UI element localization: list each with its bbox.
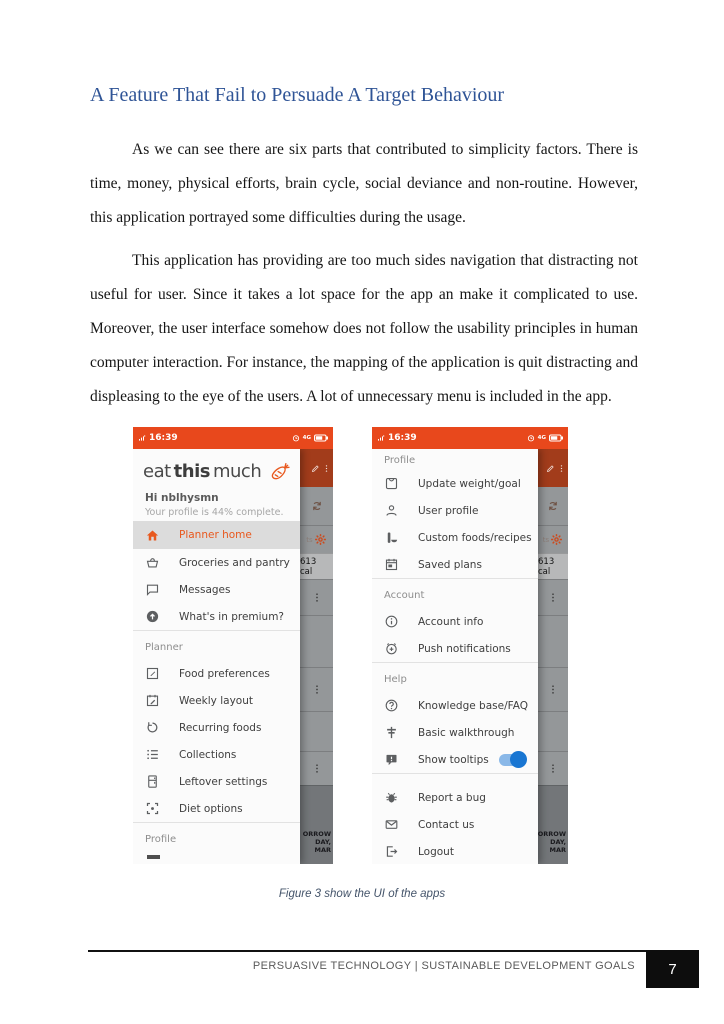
figure-caption: Figure 3 show the UI of the apps — [278, 888, 446, 900]
overflow-menu-icon[interactable] — [538, 667, 568, 711]
alarm-icon — [527, 434, 535, 442]
drawer-section-header-profile: Profile — [133, 822, 300, 852]
carrot-icon — [268, 458, 290, 484]
tooltip-icon — [384, 752, 418, 767]
basket-icon — [145, 555, 179, 570]
network-label: 4G — [302, 435, 311, 441]
background-content-strip — [300, 449, 333, 864]
drawer-item-label: Groceries and pantry — [179, 556, 290, 569]
sync-icon[interactable] — [300, 487, 333, 525]
drawer-item-label: What's in premium? — [179, 610, 285, 623]
status-time: 16:39 — [388, 433, 417, 443]
drawer-item-food-preferences[interactable] — [133, 660, 300, 687]
scale-icon — [384, 476, 418, 491]
background-date-block: ORROW DAY, MAR — [300, 785, 333, 864]
alarm-icon — [292, 434, 300, 442]
drawer-section-header-planner: Planner — [133, 630, 300, 660]
person-icon — [384, 503, 418, 518]
overflow-menu-icon[interactable] — [300, 751, 333, 785]
logo-word: eat — [143, 460, 171, 482]
drawer-header — [133, 449, 300, 521]
drawer-item-label: Logout — [418, 845, 454, 858]
phone-screenshot-left — [133, 427, 333, 864]
phone-screenshot-right — [372, 427, 568, 864]
app-bar-behind-drawer — [538, 449, 568, 487]
page-number-badge — [646, 950, 699, 988]
walkthrough-icon — [384, 725, 418, 740]
drawer-item-label: Weekly layout — [179, 694, 253, 707]
calorie-count: 613 cal — [300, 553, 333, 579]
drawer-item-basic-walkthrough[interactable] — [372, 719, 538, 746]
background-block — [300, 615, 333, 667]
truncated-label: ts — [306, 535, 313, 544]
home-icon — [145, 528, 179, 543]
greeting-text: Hi nblhysmn — [145, 492, 219, 504]
drawer-item-logout[interactable] — [372, 838, 538, 864]
drawer-divider — [372, 773, 538, 784]
overflow-menu-icon[interactable] — [538, 579, 568, 615]
list-icon — [145, 747, 179, 762]
drawer-item-label: User profile — [418, 504, 479, 517]
navigation-drawer — [372, 449, 538, 864]
battery-icon — [549, 434, 563, 442]
network-label: 4G — [537, 435, 546, 441]
fridge-icon — [145, 774, 179, 789]
calendar-edit-icon — [145, 693, 179, 708]
mail-icon — [384, 817, 418, 832]
background-date-block: ORROW DAY, MAR — [538, 785, 568, 864]
settings-gear-icon[interactable] — [538, 525, 568, 553]
message-icon — [145, 582, 179, 597]
calendar-icon — [384, 557, 418, 572]
sync-icon[interactable] — [538, 487, 568, 525]
profile-progress-text: Your profile is 44% complete. — [145, 507, 284, 518]
bug-icon — [384, 790, 418, 805]
drawer-item-label: Leftover settings — [179, 775, 268, 788]
overflow-menu-icon[interactable] — [538, 751, 568, 785]
app-logo — [143, 458, 290, 484]
drawer-item-label: Contact us — [418, 818, 475, 831]
drawer-item-recurring-foods[interactable] — [133, 714, 300, 741]
footer-text: PERSUASIVE TECHNOLOGY | SUSTAINABLE DEVELOPMENT GOALS — [252, 960, 635, 972]
drawer-section-header-account: Account — [372, 578, 538, 608]
background-block — [300, 711, 333, 751]
page-number: 7 — [668, 960, 677, 978]
status-bar — [133, 427, 333, 449]
show-tooltips-toggle[interactable] — [499, 754, 526, 766]
drawer-item-label: Basic walkthrough — [418, 726, 515, 739]
info-icon — [384, 614, 418, 629]
drawer-item-groceries-and-pantry[interactable] — [133, 549, 300, 576]
background-content-strip — [538, 449, 568, 864]
drawer-item-label: Report a bug — [418, 791, 486, 804]
drawer-item-collections[interactable] — [133, 741, 300, 768]
drawer-item-label: Account info — [418, 615, 484, 628]
food-icon — [384, 530, 418, 545]
paragraph — [90, 244, 638, 414]
drawer-section-header-help: Help — [372, 662, 538, 692]
app-bar-behind-drawer — [300, 449, 333, 487]
help-icon — [384, 698, 418, 713]
drawer-item-knowledge-base-faq[interactable] — [372, 692, 538, 719]
truncated-label: ts — [542, 535, 550, 544]
drawer-item-what-s-in-premium[interactable] — [133, 603, 300, 630]
drawer-item-diet-options[interactable] — [133, 795, 300, 822]
drawer-item-user-profile[interactable] — [372, 497, 538, 524]
drawer-item-label: Recurring foods — [179, 721, 262, 734]
paragraph — [90, 133, 638, 235]
drawer-item-label: Planner home — [179, 529, 252, 541]
status-bar — [372, 427, 568, 449]
paragraph-text: As we can see there are six parts that contributed to simplicity factors. There is time, money, physical efforts, brain cycle, social deviance and non-routine. However, this application portrayed some difficulties during the usage. — [90, 141, 638, 226]
drawer-item-label: Custom foods/recipes — [418, 531, 532, 544]
drawer-item-label: Collections — [179, 748, 237, 761]
drawer-item-label: Show tooltips — [418, 753, 489, 766]
drawer-item-account-info[interactable] — [372, 608, 538, 635]
signal-icon — [138, 434, 146, 442]
drawer-item-push-notifications[interactable] — [372, 635, 538, 662]
drawer-section-header-profile: Profile — [384, 455, 416, 466]
drawer-item-leftover-settings[interactable] — [133, 768, 300, 795]
logout-icon — [384, 844, 418, 859]
drawer-item-messages[interactable] — [133, 576, 300, 603]
history-icon — [145, 720, 179, 735]
drawer-item-planner-home[interactable] — [133, 521, 300, 549]
drawer-item-show-tooltips[interactable] — [372, 746, 538, 773]
toggle-knob — [510, 751, 527, 768]
drawer-item-label: Knowledge base/FAQ — [418, 699, 528, 712]
clipped-menu-icon — [147, 855, 160, 859]
background-block — [538, 615, 568, 667]
drawer-item-label: Saved plans — [418, 558, 482, 571]
overflow-menu-icon[interactable] — [300, 579, 333, 615]
drawer-item-label: Update weight/goal — [418, 477, 521, 490]
drawer-item-weekly-layout[interactable] — [133, 687, 300, 714]
drawer-item-label: Push notifications — [418, 642, 511, 655]
background-block — [538, 711, 568, 751]
logo-word: much — [212, 460, 262, 482]
pencil-icon[interactable] — [311, 464, 320, 473]
navigation-drawer — [133, 449, 300, 864]
target-icon — [145, 801, 179, 816]
calorie-count: 613 cal — [538, 553, 568, 579]
page-title: A Feature That Fail to Persuade A Target Behaviour — [90, 84, 505, 106]
drawer-item-update-weight-goal[interactable] — [372, 470, 538, 497]
settings-gear-icon[interactable] — [300, 525, 333, 553]
drawer-item-label: Messages — [179, 583, 231, 596]
drawer-item-contact-us[interactable] — [372, 811, 538, 838]
alarm-plus-icon — [384, 641, 418, 656]
overflow-menu-icon[interactable] — [322, 464, 331, 473]
edit-box-icon — [145, 666, 179, 681]
overflow-menu-icon[interactable] — [300, 667, 333, 711]
logo-word: this — [173, 460, 210, 482]
drawer-item-saved-plans[interactable] — [372, 551, 538, 578]
footer-rule — [88, 950, 646, 952]
drawer-item-label: Diet options — [179, 802, 243, 815]
overflow-menu-icon[interactable] — [557, 464, 566, 473]
pencil-icon[interactable] — [546, 464, 555, 473]
signal-icon — [377, 434, 385, 442]
drawer-item-custom-foods-recipes[interactable] — [372, 524, 538, 551]
paragraph-text: This application has providing are too much sides navigation that distracting not useful for user. Since it takes a lot space for the app an make it complicated to use. Moreover, the user interface somehow does not follow the usability principles in human computer interaction. For instance, the mapping of the application is quit distracting and displeasing to the eye of the users. A lot of unnecessary menu is included in the app. — [90, 252, 638, 405]
drawer-item-label: Food preferences — [179, 667, 270, 680]
battery-icon — [314, 434, 328, 442]
drawer-item-report-a-bug[interactable] — [372, 784, 538, 811]
premium-icon — [145, 609, 179, 624]
status-time: 16:39 — [149, 433, 178, 443]
